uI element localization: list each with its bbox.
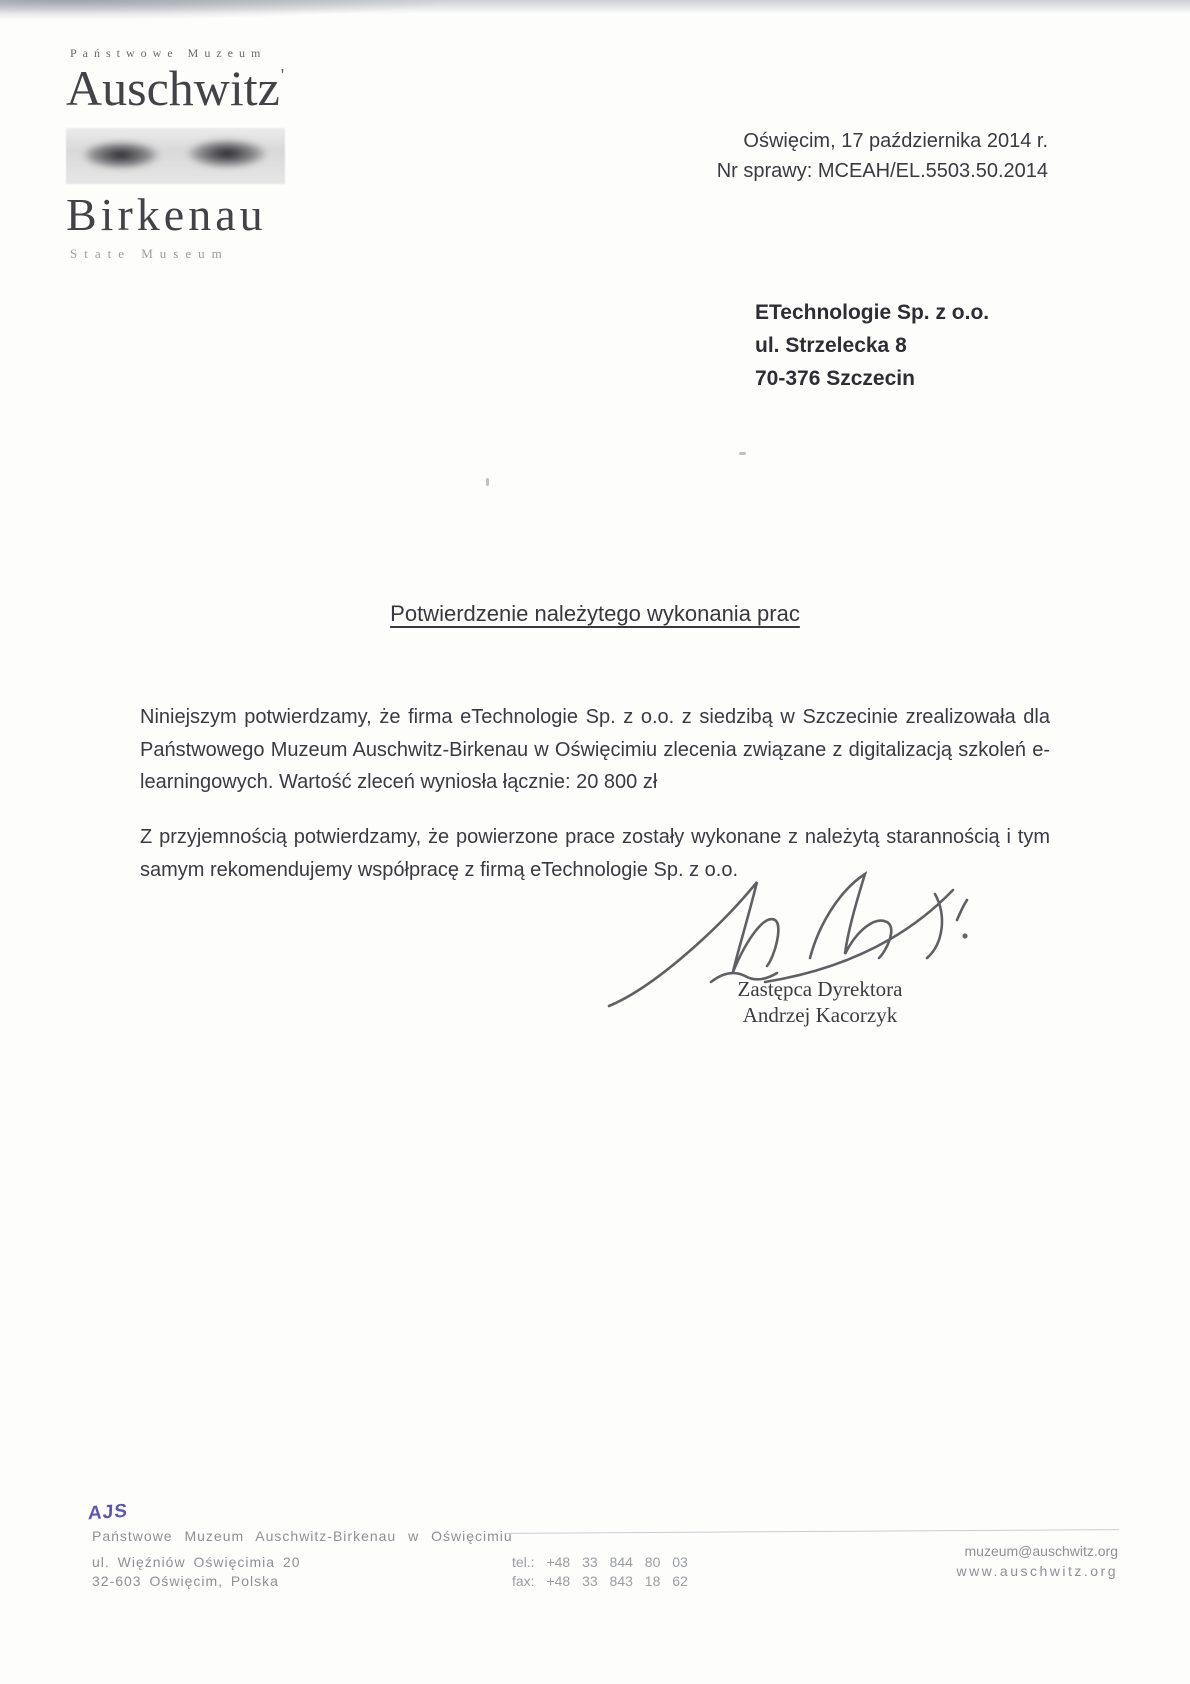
footer-divider-line — [505, 1529, 1119, 1534]
logo-title-auschwitz — [66, 60, 286, 124]
footer-web — [956, 1541, 1118, 1581]
logo-subtitle: State Museum — [70, 246, 229, 261]
place-and-date: Oświęcim, 17 października 2014 r. — [743, 130, 1048, 152]
logo-pretitle: Państwowe Muzeum — [70, 46, 267, 60]
signatory-name: Andrzej Kacorzyk — [742, 1003, 898, 1027]
logo-apostrophe-mark: ' — [280, 65, 285, 85]
paragraph-2: Z przyjemnością potwierdzamy, że powierzone prace zostały wykonane z należytą starannością i tym samym rekomendujemy współpracę z firmą eTechnologie Sp. z o.o. — [140, 826, 1050, 881]
footer-city: 32-603 Oświęcim, Polska — [92, 1573, 279, 1589]
date-case-block — [717, 126, 1048, 186]
scan-artifact-top-left — [0, 0, 460, 20]
scan-speck — [739, 452, 746, 455]
logo-title-birkenau: Birkenau — [66, 189, 267, 240]
document-title — [0, 601, 1190, 627]
museum-logo — [66, 46, 286, 262]
recipient-city: 70-376 Szczecin — [755, 367, 915, 390]
footer-address — [92, 1553, 301, 1591]
logo-eyes-photo — [66, 128, 285, 184]
eye-left-image — [68, 132, 170, 180]
eye-right-image — [178, 132, 280, 180]
signature-block — [660, 976, 980, 1028]
document-title-text: Potwierdzenie należytego wykonania prac — [390, 601, 800, 626]
footer-email: muzeum@auschwitz.org — [964, 1543, 1118, 1559]
recipient-address — [755, 296, 989, 395]
footer-phones — [512, 1553, 688, 1591]
footer-organization: Państwowe Muzeum Auschwitz-Birkenau w Oświęcimiu — [92, 1528, 513, 1544]
paragraph-1: Niniejszym potwierdzamy, że firma eTechnologie Sp. z o.o. z siedzibą w Szczecinie zrealizowała dla Państwowego Muzeum Auschwitz-Birkenau w Oświęcimiu zlecenia związane z digitalizacją szkoleń e-learningowych. Wartość zleceń wyniosła łącznie: 20 800 zł — [140, 706, 1050, 793]
recipient-company: ETechnologie Sp. z o.o. — [755, 301, 990, 324]
signatory-role: Zastępca Dyrektora — [737, 977, 903, 1001]
logo-title-auschwitz-text: Auschwitz — [66, 60, 280, 116]
scan-speck — [486, 478, 489, 486]
footer-street: ul. Więźniów Oświęcimia 20 — [92, 1554, 301, 1570]
footer-fax: fax: +48 33 843 18 62 — [512, 1573, 688, 1589]
footer-website: www.auschwitz.org — [956, 1563, 1118, 1579]
recipient-street: ul. Strzelecka 8 — [755, 334, 907, 357]
handwritten-initials: AJS — [87, 1500, 129, 1525]
footer-tel: tel.: +48 33 844 80 03 — [512, 1554, 688, 1570]
case-number: Nr sprawy: MCEAH/EL.5503.50.2014 — [716, 160, 1048, 182]
